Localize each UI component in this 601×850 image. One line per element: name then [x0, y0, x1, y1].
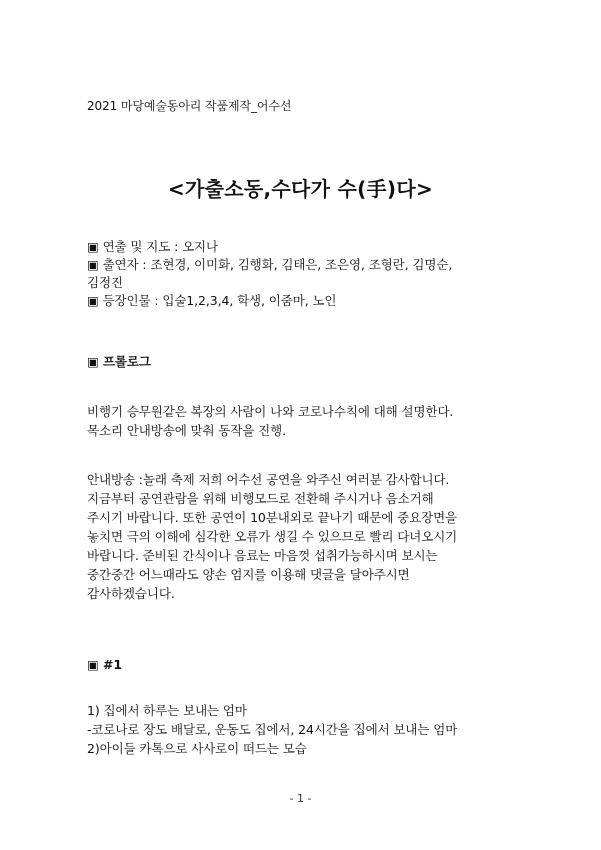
announcement-line: 주시기 바랍니다. 또한 공연이 10분내외로 끝나기 때문에 중요장면을 — [87, 510, 458, 525]
scene-1-line: 2)아이들 카톡으로 사사로이 떠드는 모습 — [87, 741, 307, 756]
announcement-line: 지금부터 공연관람을 위해 비행모드로 전환해 주시거나 음소거해 — [87, 491, 434, 506]
scene-1-line: 1) 집에서 하루는 보내는 엄마 — [87, 703, 247, 718]
prologue-line: 목소리 안내방송에 맞춰 동작을 진행. — [87, 423, 286, 438]
prologue-line: 비행기 승무원같은 복장의 사람이 나와 코로나수칙에 대해 설명한다. — [87, 404, 454, 419]
header-text: 2021 마당예술동아리 작품제작_어수선 — [87, 99, 292, 113]
announcement-line: 놓치면 극의 이해에 심각한 오류가 생길 수 있으므로 빨리 다녀오시기 — [87, 529, 458, 544]
scene-1-line: -코로나로 장도 배달로, 운동도 집에서, 24시간을 집에서 보내는 엄마 — [87, 722, 458, 737]
credit-characters: ▣ 등장인물 : 입술1,2,3,4, 학생, 이줌마, 노인 — [87, 293, 337, 308]
credit-cast-continued: 김정진 — [87, 275, 123, 290]
prologue-heading: ▣ 프롤로그 — [87, 354, 151, 369]
credit-director: ▣ 연출 및 지도 : 오지나 — [87, 239, 218, 254]
announcement-line: 중간중간 어느때라도 양손 엄지를 이용해 댓글을 달아주시면 — [87, 567, 410, 582]
credit-cast: ▣ 출연자 : 조현경, 이미화, 김행화, 김태은, 조은영, 조형란, 김명순, — [87, 257, 453, 272]
announcement-line: 바랍니다. 준비된 간식이나 음료는 마음껏 섭취가능하시며 보시는 — [87, 548, 438, 563]
announcement-line: 감사하겠습니다. — [87, 586, 175, 601]
scene-1-heading: ▣ #1 — [87, 657, 122, 672]
page-number: - 1 - — [289, 792, 312, 805]
document-title: <가출소동,수다가 수(手)다> — [167, 177, 434, 201]
announcement-line: 안내방송 :놀래 축제 저희 어수선 공연을 와주신 여러분 감사합니다. — [87, 472, 450, 487]
